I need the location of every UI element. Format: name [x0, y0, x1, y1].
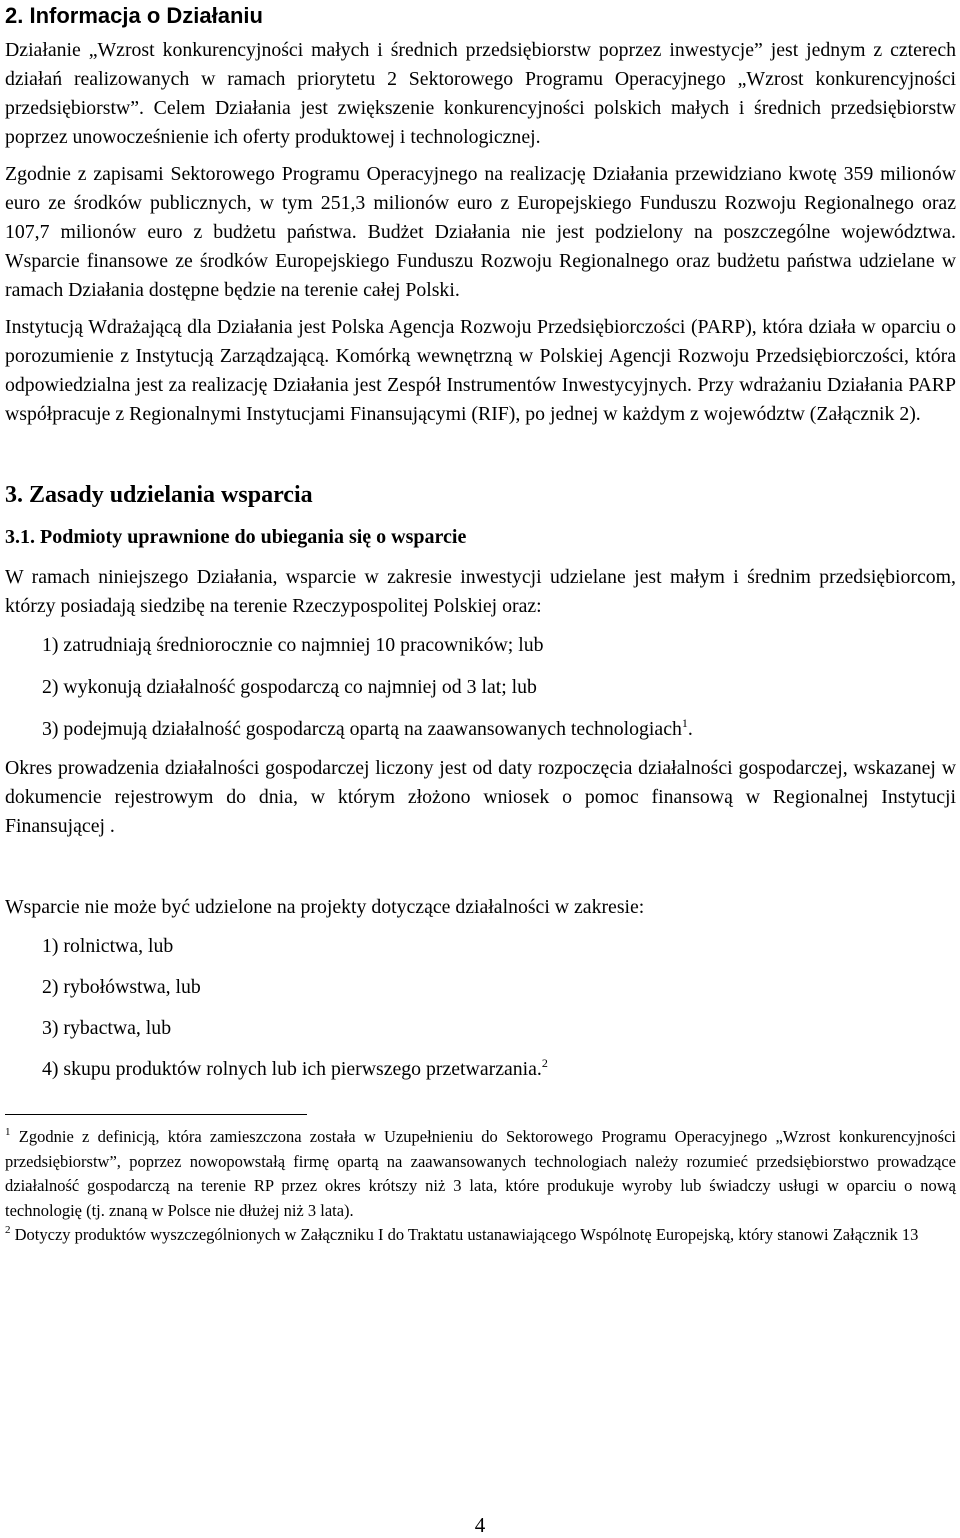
- footnote-1: [5, 1125, 956, 1223]
- eligibility-intro: W ramach niniejszego Działania, wsparcie w zakresie inwestycji udzielane jest małym i średnim przedsiębiorcom, którzy posiadają siedzibę na terenie Rzeczypospolitej Polskiej oraz:: [5, 566, 956, 617]
- footnote-text: Zgodnie z definicją, która zamieszczona została w Uzupełnieniu do Sektorowego Programu Operacyjnego „Wzrost konkurencyjności przedsiębiorstw”, poprzez nowopowstałą firmę opartą na zaawansowanych technologiach należy rozumieć przedsiębiorstwo prowadzące działalność gospodarczą na terenie RP przez okres krótszy niż 3 lata, które produkuje wyroby lub świadczy usługi w oparciu o nową technologię (tj. znaną w Polsce nie dłużej niż 3 lata).: [5, 1127, 957, 1220]
- eligibility-conditions-list: [5, 631, 956, 744]
- list-item: 2) rybołówstwa, lub: [42, 976, 201, 998]
- list-item: 3) rybactwa, lub: [42, 1017, 172, 1039]
- list-item-end: .: [687, 718, 693, 740]
- list-item: [42, 715, 956, 744]
- footnote-separator: [5, 1114, 307, 1115]
- footnote-ref-1[interactable]: 1: [681, 716, 688, 730]
- footnote-2: [5, 1223, 956, 1248]
- activity-period-paragraph: Okres prowadzenia działalności gospodarczej liczony jest od daty rozpoczęcia działalności gospodarczej, wskazanej w dokumencie rejestrowym do dnia, w którym złożono wniosek o pomoc finansową w Regionalnej Instytucji Finansującej .: [5, 757, 956, 837]
- exclusions-list: [5, 932, 956, 1084]
- document-page: [5, 0, 956, 1248]
- footnote-marker: 2: [5, 1224, 11, 1236]
- list-item: 2) wykonują działalność gospodarczą co najmniej od 3 lat; lub: [42, 676, 537, 698]
- section-2-paragraph-2: Zgodnie z zapisami Sektorowego Programu Operacyjnego na realizację Działania przewidziano kwotę 359 milionów euro ze środków publicznych, w tym 251,3 milionów euro z Europejskiego Funduszu Rozwoju Regionalnego oraz 107,7 milionów euro z budżetu państwa. Budżet Działania nie jest podzielony na poszczególne województwa. Wsparcie finansowe ze środków Europejskiego Funduszu Rozwoju Regionalnego oraz budżetu państwa udzielane w ramach Działania dostępne będzie na terenie całej Polski.: [5, 163, 956, 301]
- section-2-paragraph-1: Działanie „Wzrost konkurencyjności małych i średnich przedsiębiorstw poprzez inwestycje” jest jednym z czterech działań realizowanych w ramach priorytetu 2 Sektorowego Programu Operacyjnego „Wzrost konkurencyjności przedsiębiorstw”. Celem Działania jest zwiększenie konkurencyjności polskich małych i średnich przedsiębiorstw poprzez unowocześnienie ich oferty produktowej i technologicznej.: [5, 39, 956, 148]
- list-item: [42, 1055, 956, 1084]
- list-item-text: 3) podejmują działalność gospodarczą opartą na zaawansowanych technologiach: [42, 718, 682, 740]
- footnote-ref-2[interactable]: 2: [541, 1056, 548, 1070]
- section-3-1-heading: 3.1. Podmioty uprawnione do ubiegania się o wsparcie: [5, 526, 467, 548]
- list-item: 1) rolnictwa, lub: [42, 935, 174, 957]
- section-3-heading: 3. Zasady udzielania wsparcia: [5, 482, 313, 508]
- list-item-text: 4) skupu produktów rolnych lub ich pierwszego przetwarzania.: [42, 1058, 542, 1080]
- section-2-paragraph-3: Instytucją Wdrażającą dla Działania jest Polska Agencja Rozwoju Przedsiębiorczości (PARP), która działa w oparciu o porozumienie z Instytucją Zarządzającą. Komórką wewnętrzną w Polskiej Agencji Rozwoju Przedsiębiorczości, która odpowiedzialna jest za realizację Działania jest Zespół Instrumentów Inwestycyjnych. Przy wdrażaniu Działania PARP współpracuje z Regionalnymi Instytucjami Finansującymi (RIF), po jednej w każdym z województw (Załącznik 2).: [5, 316, 956, 425]
- footnote-marker: 1: [5, 1126, 11, 1138]
- page-number: 4: [474, 1513, 486, 1537]
- footnote-text: Dotyczy produktów wyszczególnionych w Załączniku I do Traktatu ustanawiającego Wspólnotę Europejską, który stanowi Załącznik 13: [14, 1225, 919, 1244]
- exclusions-intro: Wsparcie nie może być udzielone na projekty dotyczące działalności w zakresie:: [5, 896, 645, 918]
- list-item: 1) zatrudniają średniorocznie co najmniej 10 pracowników; lub: [42, 634, 544, 656]
- section-2-heading: 2. Informacja o Działaniu: [5, 3, 263, 28]
